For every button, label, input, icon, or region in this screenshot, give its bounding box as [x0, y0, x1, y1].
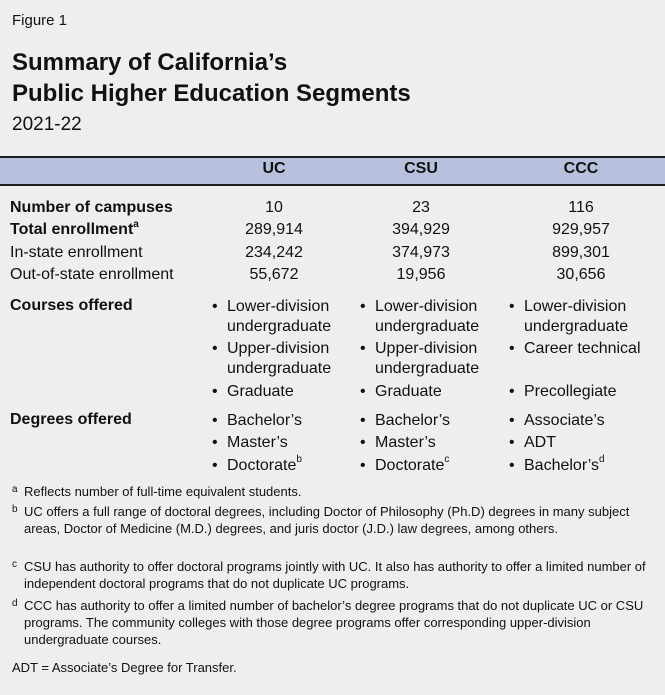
row-label-instate: In-state enrollment	[10, 244, 143, 261]
footnote-ref-a: a	[133, 219, 139, 230]
footnote-d: d CCC has authority to offer a limited number of bachelor’s degree programs that do not duplicate UC or CSU programs. The community colleges with those degree programs offer corresponding upper-division undergraduate courses.	[12, 598, 644, 647]
column-header-ccc: CCC	[563, 160, 599, 177]
bullet: •	[509, 298, 515, 315]
bullet: •	[360, 412, 366, 429]
bullet: •	[509, 340, 515, 357]
bullet: •	[360, 457, 366, 474]
bullet: •	[212, 434, 218, 451]
bullet: •	[509, 434, 515, 451]
bullet: •	[509, 412, 515, 429]
bullet: •	[212, 340, 218, 357]
footnote-ref-d: d	[599, 454, 605, 465]
figure-subtitle: 2021-22	[12, 114, 82, 135]
column-header-csu: CSU	[404, 160, 438, 177]
footnote-ref-c: c	[444, 454, 450, 465]
course-item: • Upper-division undergraduate	[360, 340, 480, 377]
course-item: • Career technical	[509, 340, 641, 357]
row-label-degrees: Degrees offered	[10, 411, 132, 428]
bullet: •	[212, 457, 218, 474]
cell-instate-uc: 234,242	[245, 244, 303, 261]
cell-campuses-ccc: 116	[568, 199, 594, 216]
bullet: •	[360, 383, 366, 400]
row-label-total-enrollment: Total enrollment$^a$	[10, 219, 139, 238]
row-label-campuses: Number of campuses	[10, 199, 173, 216]
cell-outstate-uc: 55,672	[249, 266, 299, 283]
cell-instate-csu: 374,973	[392, 244, 450, 261]
cell-outstate-ccc: 30,656	[556, 266, 606, 283]
course-item: • Graduate	[360, 383, 442, 400]
figure-label: Figure 1	[12, 12, 68, 29]
degree-item: • Master’s	[360, 434, 436, 451]
bullet: •	[212, 412, 218, 429]
bullet: •	[509, 457, 515, 474]
bullet: •	[509, 383, 515, 400]
degree-item: • Bachelor’s	[360, 412, 451, 429]
degree-item: • Doctorate$^c$	[360, 454, 450, 474]
degree-item: • Bachelor’s	[212, 412, 303, 429]
course-item: • Lower-division undergraduate	[212, 298, 332, 335]
column-header-uc: UC	[262, 160, 286, 177]
bullet: •	[360, 434, 366, 451]
bullet: •	[360, 298, 366, 315]
course-item: • Upper-division undergraduate	[212, 340, 332, 377]
cell-instate-ccc: 899,301	[552, 244, 610, 261]
cell-outstate-csu: 19,956	[396, 266, 446, 283]
course-item: • Lower-division undergraduate	[360, 298, 480, 335]
figure-title	[12, 47, 411, 109]
degree-item: • Doctorate$^b$	[212, 454, 302, 474]
title-line-1: Summary of California’s	[12, 49, 288, 76]
footnote-ref-b: b	[296, 454, 302, 465]
course-item: • Precollegiate	[509, 383, 617, 400]
bullet: •	[212, 383, 218, 400]
degree-item: • ADT	[509, 434, 556, 451]
cell-campuses-uc: 10	[265, 199, 283, 216]
degree-item: • Master’s	[212, 434, 288, 451]
adt-note: ADT = Associate’s Degree for Transfer.	[12, 660, 237, 675]
row-label-courses: Courses offered	[10, 297, 133, 314]
footnote-c: c CSU has authority to offer doctoral programs jointly with UC. It also has authority to offer a limited number of independent doctoral programs that do not duplicate UC programs.	[12, 559, 646, 591]
course-item: • Graduate	[212, 383, 294, 400]
footnote-b: b UC offers a full range of doctoral degrees, including Doctor of Philosophy (Ph.D) degrees in many subject areas, Doctor of Medicine (M.D.) degrees, and juris doctor (J.D.) law degrees, among others.	[12, 504, 630, 536]
degree-item: • $Bachelor’s^d$	[509, 454, 605, 474]
cell-campuses-csu: 23	[412, 199, 430, 216]
degree-item: • Associate’s	[509, 412, 605, 429]
row-label-outstate: Out-of-state enrollment	[10, 266, 174, 283]
cell-total-csu: 394,929	[392, 221, 450, 238]
bullet: •	[360, 340, 366, 357]
footnote-a: a Reflects number of full-time equivalent students.	[12, 484, 302, 499]
course-item: • Lower-division undergraduate	[509, 298, 629, 335]
title-line-2: Public Higher Education Segments	[12, 80, 411, 107]
cell-total-uc: 289,914	[245, 221, 303, 238]
cell-total-ccc: 929,957	[552, 221, 610, 238]
bullet: •	[212, 298, 218, 315]
